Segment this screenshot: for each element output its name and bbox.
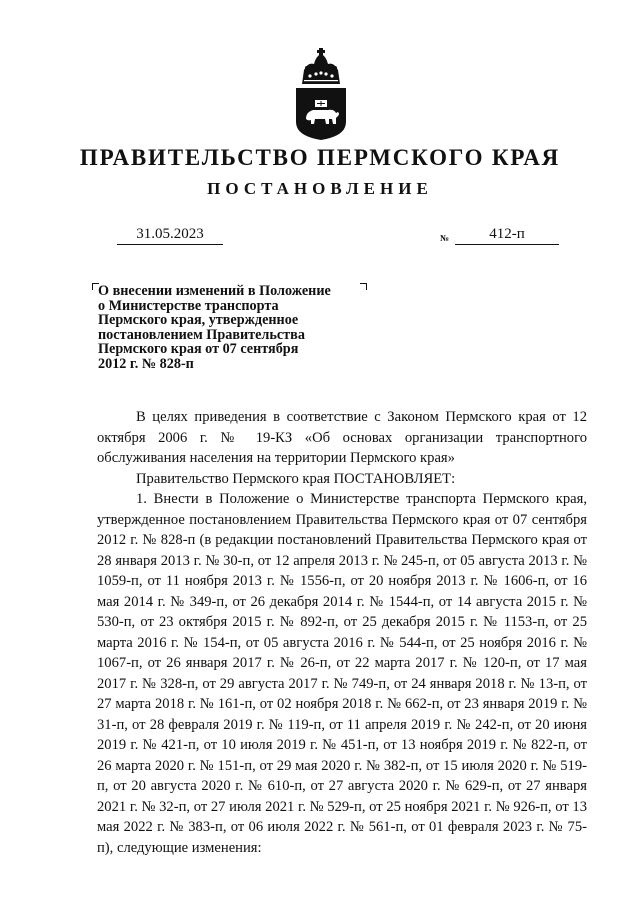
coat-of-arms-icon	[290, 48, 352, 142]
document-number: 412-п	[455, 226, 559, 245]
document-type: ПОСТАНОВЛЕНИЕ	[207, 179, 433, 198]
subject-line: 2012 г. № 828-п	[98, 355, 194, 372]
paragraph-item-1: 1. Внести в Положение о Министерстве транспорта Пермского края, утвержденное постановлением Правительства Пермского края от 07 сентября 2012 г. № 828-п (в редакции постановлений Правительства Пермского края от 28 января 2013 г. № 30-п, от 12 апреля 2013 г. № 245-п, от 05 августа 2013 г. № 1059-п, от 11 ноября 2013 г. № 1556-п, от 20 ноября 2013 г. № 1606-п, от 16 мая 2014 г. № 349-п, от 26 декабря 2014 г. № 1544-п, от 14 августа 2015 г. № 530-п, от 23 октября 2015 г. № 892-п, от 25 декабря 2015 г. № 1153-п, от 25 марта 2016 г. № 154-п, от 05 августа 2016 г. № 544-п, от 25 ноября 2016 г. № 1067-п, от 26 января 2017 г. № 26-п, от 22 марта 2017 г. № 120-п, от 17 мая 2017 г. № 328-п, от 29 августа 2017 г. № 749-п, от 24 января 2018 г. № 13-п, от 27 марта 2018 г. № 161-п, от 02 ноября 2018 г. № 662-п, от 23 января 2019 г. № 31-п, от 28 февраля 2019 г. № 119-п, от 11 апреля 2019 г. № 242-п, от 20 июня 2019 г. № 421-п, от 10 июля 2019 г. № 451-п, от 13 ноября 2019 г. № 822-п, от 26 марта 2020 г. № 151-п, от 29 мая 2020 г. № 382-п, от 15 июля 2020 г. № 519-п, от 20 августа 2020 г. № 610-п, от 27 августа 2020 г. № 629-п, от 27 января 2021 г. № 32-п, от 27 июля 2021 г. № 529-п, от 25 ноября 2021 г. № 926-п, от 13 мая 2022 г. № 383-п, от 06 июля 2022 г. № 561-п, от 01 февраля 2023 г. № 75-п), следующие изменения:	[97, 491, 587, 856]
document-date: 31.05.2023	[117, 226, 223, 245]
subject-line: о Министерстве транспорта	[98, 297, 279, 314]
subject-line: О внесении изменений в Положение	[98, 283, 331, 299]
paragraph-resolves: Правительство Пермского края ПОСТАНОВЛЯЕТ:	[136, 470, 456, 487]
subject-line: Пермского края, утвержденное	[98, 312, 299, 328]
subject-line: постановлением Правительства	[98, 326, 305, 343]
document-body	[97, 407, 587, 858]
paragraph-preamble: В целях приведения в соответствие с Законом Пермского края от 12 октября 2006 г. № 19-КЗ «Об основах организации транспортного обслуживания населения на территории Пермского края»	[97, 409, 587, 466]
organization-title: ПРАВИТЕЛЬСТВО ПЕРМСКОГО КРАЯ	[79, 145, 561, 170]
number-sign: №	[440, 233, 450, 243]
subject-line: Пермского края от 07 сентября	[98, 341, 299, 357]
document-subject	[98, 284, 363, 371]
